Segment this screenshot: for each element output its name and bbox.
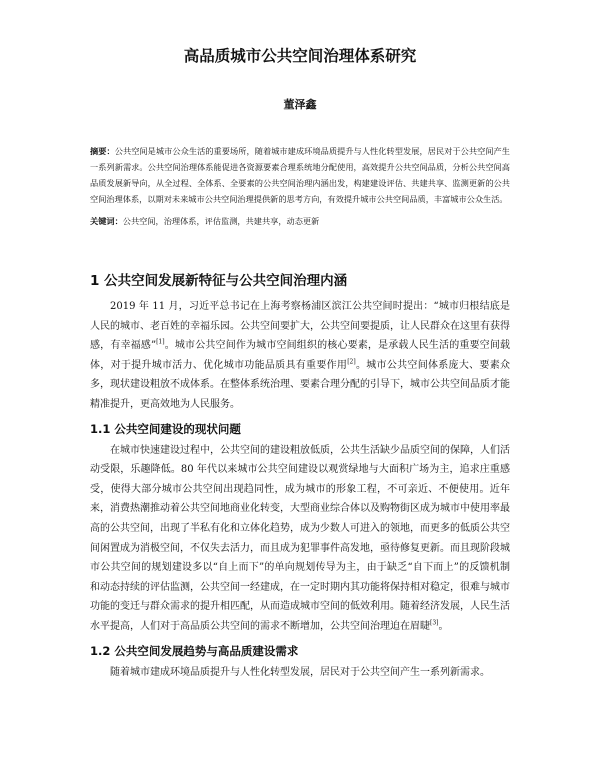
section-1-1-text-end: 。 bbox=[438, 620, 449, 632]
citation-1[interactable]: [1] bbox=[156, 338, 165, 346]
keywords-label: 关键词： bbox=[90, 216, 123, 226]
keywords-text: 公共空间，治理体系，评估监测，共建共享，动态更新 bbox=[122, 216, 320, 226]
citation-3[interactable]: [3] bbox=[430, 619, 439, 627]
section-1-1-paragraph bbox=[90, 441, 510, 637]
section-1-2-paragraph: 随着城市建成环境品质提升与人性化转型发展，居民对于公共空间产生一系列新需求。 bbox=[110, 666, 490, 678]
section-1-1-heading: 1.1 公共空间建设的现状问题 bbox=[90, 421, 241, 436]
section-1-text-c: 。城市公共空间体系庞大、要素众多，现状建设粗放不成体系。在整体系统治理、要素合理分配的引导下，城市公共空间品质才能精准提升，更高效地为人民服务。 bbox=[90, 359, 510, 410]
section-1-1-text: 在城市快速建设过程中，公共空间的建设粗放低质，公共生活缺少品质空间的保障，人们活动受限，乐趣降低。80 年代以来城市公共空间建设以观赏绿地与大面积广场为主，追求庄重感受，使得大部分城市公共空间出现趋同性，成为城市的形象工程，不可亲近、不便使用。近年来，消费热潮推动着公共空间地商业化转变，大型商业综合体以及购物街区成为城市中使用率最高的公共空间，出现了半私有化和立体化趋势，成为少数人可进入的领地，而更多的低质公共空间闲置成为消极空间，不仅失去活力，而且成为犯罪事件高发地，亟待修复更新。而且现阶段城市公共空间的规划建设多以“自上而下”的单向规划传导为主，由于缺乏“自下而上”的反馈机制和动态持续的评估监测，公共空间一经建成，在一定时期内其功能将保持相对稳定，很难与城市功能的变迁与群众需求的提升相匹配，从而造成城市空间的低效利用。随着经济发展，人民生活水平提高，人们对于高品质公共空间的需求不断增加，公共空间治理迫在眉睫 bbox=[90, 444, 510, 632]
abstract-text: 公共空间是城市公众生活的重要场所，随着城市建成环境品质提升与人性化转型发展，居民对于公共空间产生一系列新需求。公共空间治理体系能促进各资源要素合理系统地分配使用，高效提升公共空间品质，分析公共空间高品质发展新导向，从全过程、全体系、全要素的公共空间治理内涵出发，构建建设评估、共建共享、监测更新的公共空间治理体系，以期对未来城市公共空间治理提供新的思考方向，有效提升城市公共空间品质，丰富城市公众生活。 bbox=[90, 146, 510, 204]
author-name: 董泽鑫 bbox=[283, 98, 317, 111]
abstract-label: 摘要： bbox=[90, 146, 115, 156]
section-1-2-heading: 1.2 公共空间发展趋势与高品质建设需求 bbox=[90, 643, 299, 658]
keywords bbox=[90, 213, 510, 229]
section-1-text-b: 。城市公共空间作为城市空间组织的核心要素，是承载人民生活的重要空间载体，对于提升城市活力、优化城市功能品质具有重要作用 bbox=[90, 340, 510, 371]
paper-title: 高品质城市公共空间治理体系研究 bbox=[183, 47, 417, 65]
citation-2[interactable]: [2] bbox=[347, 358, 356, 366]
abstract bbox=[90, 143, 510, 207]
section-1-text-a: 2019 年 11 月，习近平总书记在上海考察杨浦区滨江公共空间时提出：“城市归根结底是人民的城市、老百姓的幸福乐园。公共空间要扩大，公共空间要提质，让人民群众在这里有获得感，有幸福感” bbox=[90, 301, 510, 352]
section-1-paragraph bbox=[90, 297, 510, 415]
section-1-heading: 1 公共空间发展新特征与公共空间治理内涵 bbox=[90, 273, 348, 289]
